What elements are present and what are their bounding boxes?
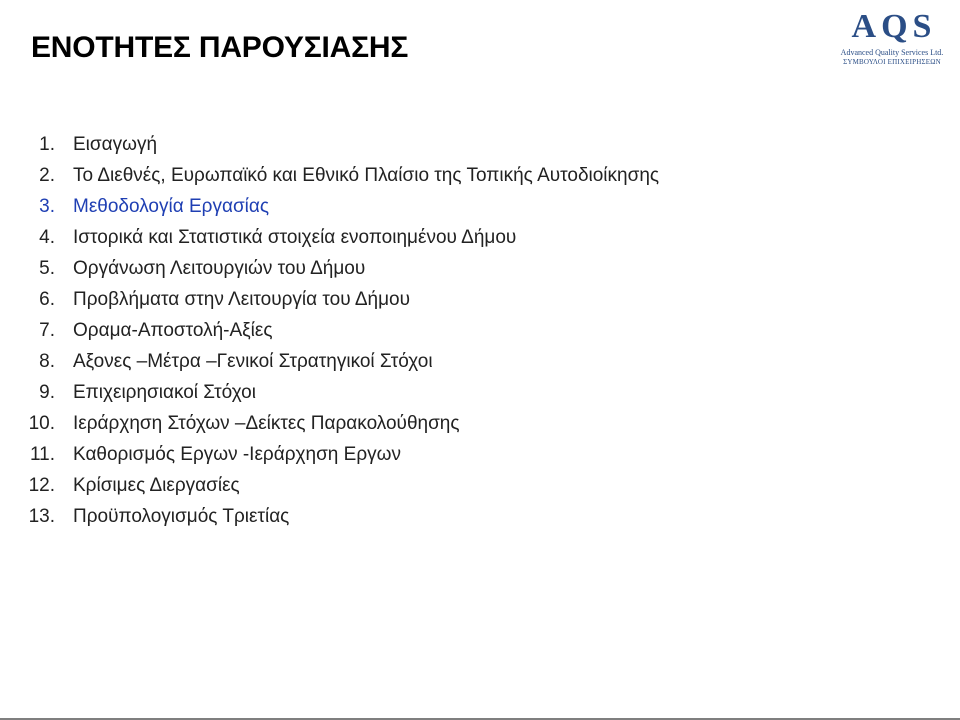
agenda-item-number: 3. [39, 196, 55, 217]
agenda-item-number: 10. [28, 413, 55, 434]
agenda-item-number: 6. [39, 289, 55, 310]
logo-tagline: ΣΥΜΒΟΥΛΟΙ ΕΠΙΧΕΙΡΗΣΕΩΝ [843, 58, 941, 66]
agenda-item-text: Ιστορικά και Στατιστικά στοιχεία ενοποιημένου Δήμου [73, 227, 517, 248]
agenda-item-text: Οργάνωση Λειτουργιών του Δήμου [73, 258, 366, 279]
agenda-item-number: 13. [28, 506, 55, 527]
agenda-item-number: 8. [39, 351, 55, 372]
agenda-item-text: Μεθοδολογία Εργασίας [73, 196, 270, 217]
agenda-item-number: 9. [39, 382, 55, 403]
agenda-item-number: 4. [39, 227, 55, 248]
agenda-item-text: Αξονες –Μέτρα –Γενικοί Στρατηγικοί Στόχοι [73, 351, 433, 372]
agenda-item-number: 1. [39, 134, 55, 155]
agenda-item-text: Προβλήματα στην Λειτουργία του Δήμου [73, 289, 411, 310]
agenda-item-number: 7. [39, 320, 55, 341]
agenda-item-text: Το Διεθνές, Ευρωπαϊκό και Εθνικό Πλαίσιο της Τοπικής Αυτοδιοίκησης [73, 165, 660, 186]
agenda-item-number: 2. [39, 165, 55, 186]
agenda-item-text: Κρίσιμες Διεργασίες [73, 475, 240, 496]
logo-company-name: Advanced Quality Services Ltd. [840, 48, 944, 57]
slide-title: ΕΝΟΤΗΤΕΣ ΠΑΡΟΥΣΙΑΣΗΣ [31, 31, 409, 64]
agenda-item-text: Οραμα-Αποστολή-Αξίες [73, 320, 273, 341]
agenda-item-text: Επιχειρησιακοί Στόχοι [73, 382, 256, 403]
agenda-item-text: Ιεράρχηση Στόχων –Δείκτες Παρακολούθησης [73, 413, 460, 434]
agenda-item-text: Εισαγωγή [73, 134, 158, 155]
agenda-item-number: 5. [39, 258, 55, 279]
agenda-item-number: 11. [29, 444, 55, 465]
logo-mark: AQS [851, 8, 937, 45]
agenda-item-number: 12. [28, 475, 55, 496]
agenda-item-text: Καθορισμός Εργων -Ιεράρχηση Εργων [73, 444, 401, 465]
agenda-item-text: Προϋπολογισμός Τριετίας [73, 506, 290, 527]
aqs-logo [838, 8, 946, 70]
